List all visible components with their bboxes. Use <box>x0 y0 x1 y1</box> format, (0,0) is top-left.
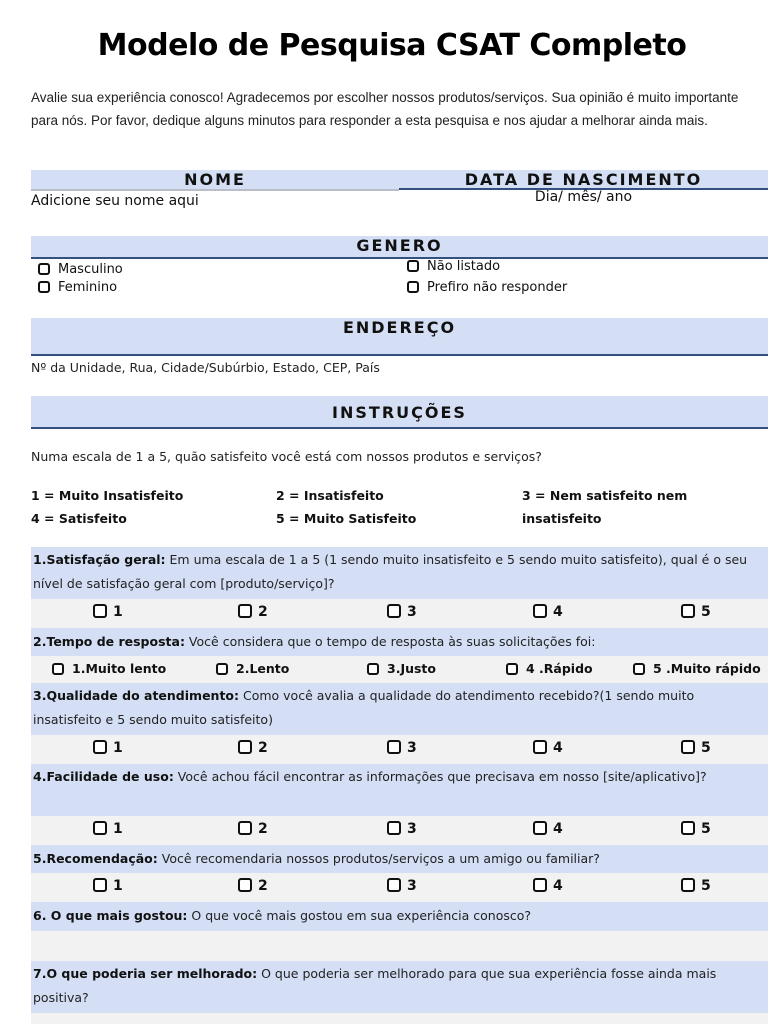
checkbox-icon[interactable] <box>387 604 401 618</box>
checkbox-icon[interactable] <box>238 821 252 835</box>
checkbox-icon[interactable] <box>681 878 695 892</box>
name-divider <box>31 189 399 191</box>
scale-3-continued: insatisfeito <box>522 511 602 526</box>
checkbox-icon[interactable] <box>387 740 401 754</box>
q4-option-1[interactable]: 1 <box>93 821 123 837</box>
checkbox-icon[interactable] <box>506 663 518 675</box>
checkbox-icon[interactable] <box>238 878 252 892</box>
question-6-answer-field[interactable] <box>31 931 768 961</box>
gender-option-masculino[interactable]: Masculino <box>38 262 123 277</box>
checkbox-icon[interactable] <box>407 260 419 272</box>
q2-option-5[interactable]: 5 .Muito rápido <box>633 661 761 676</box>
question-5-text: 5.Recomendação: Você recomendaria nossos produtos/serviços a um amigo ou familiar? <box>33 851 600 866</box>
checkbox-icon[interactable] <box>533 878 547 892</box>
instructions-question: Numa escala de 1 a 5, quão satisfeito você está com nossos produtos e serviços? <box>31 449 542 464</box>
q1-option-2[interactable]: 2 <box>238 604 268 620</box>
gender-option-prefiro-nao-responder[interactable]: Prefiro não responder <box>407 280 567 295</box>
q5-option-5[interactable]: 5 <box>681 878 711 894</box>
q1-option-4[interactable]: 4 <box>533 604 563 620</box>
question-7-answer-field[interactable] <box>31 1013 768 1024</box>
q1-option-1[interactable]: 1 <box>93 604 123 620</box>
question-3-text: 3.Qualidade do atendimento: Como você avalia a qualidade do atendimento recebido?(1 sendo muito insatisfeito e 5 sendo muito satisfeito) <box>33 688 695 727</box>
checkbox-icon[interactable] <box>93 740 107 754</box>
address-input[interactable]: Nº da Unidade, Rua, Cidade/Subúrbio, Estado, CEP, País <box>31 360 380 375</box>
birth-header: DATA DE NASCIMENTO <box>464 170 703 189</box>
gender-option-nao-listado[interactable]: Não listado <box>407 259 500 274</box>
q5-option-3[interactable]: 3 <box>387 878 417 894</box>
name-header: NOME <box>184 170 246 189</box>
question-4-text: 4.Facilidade de uso: Você achou fácil encontrar as informações que precisava em nosso [site/aplicativo]? <box>33 769 707 784</box>
q5-option-2[interactable]: 2 <box>238 878 268 894</box>
checkbox-icon[interactable] <box>387 878 401 892</box>
scale-4: 4 = Satisfeito <box>31 511 127 526</box>
q4-option-2[interactable]: 2 <box>238 821 268 837</box>
gender-option-feminino[interactable]: Feminino <box>38 280 117 295</box>
q3-option-1[interactable]: 1 <box>93 740 123 756</box>
checkbox-icon[interactable] <box>238 740 252 754</box>
q4-option-3[interactable]: 3 <box>387 821 417 837</box>
question-6-text: 6. O que mais gostou: O que você mais gostou em sua experiência conosco? <box>33 908 532 923</box>
q2-option-1[interactable]: 1.Muito lento <box>52 661 166 676</box>
q5-option-1[interactable]: 1 <box>93 878 123 894</box>
q3-option-3[interactable]: 3 <box>387 740 417 756</box>
q2-option-2[interactable]: 2.Lento <box>216 661 289 676</box>
q1-option-3[interactable]: 3 <box>387 604 417 620</box>
scale-1: 1 = Muito Insatisfeito <box>31 488 184 503</box>
address-header: ENDEREÇO <box>342 318 457 337</box>
checkbox-icon[interactable] <box>93 604 107 618</box>
intro-text: Avalie sua experiência conosco! Agradecemos por escolher nossos produtos/serviços. Sua opinião é muito importante para nós. Por favor, dedique alguns minutos para responder a esta pesquisa e nos ajudar a melhorar ainda mais. <box>31 90 739 128</box>
q5-option-4[interactable]: 4 <box>533 878 563 894</box>
checkbox-icon[interactable] <box>367 663 379 675</box>
checkbox-icon[interactable] <box>238 604 252 618</box>
checkbox-icon[interactable] <box>38 263 50 275</box>
checkbox-icon[interactable] <box>407 281 419 293</box>
scale-5: 5 = Muito Satisfeito <box>276 511 417 526</box>
q2-option-3[interactable]: 3.Justo <box>367 661 436 676</box>
checkbox-icon[interactable] <box>93 821 107 835</box>
address-divider <box>31 354 768 356</box>
checkbox-icon[interactable] <box>533 821 547 835</box>
q4-option-5[interactable]: 5 <box>681 821 711 837</box>
checkbox-icon[interactable] <box>681 604 695 618</box>
instructions-divider <box>31 427 768 429</box>
q1-option-5[interactable]: 5 <box>681 604 711 620</box>
checkbox-icon[interactable] <box>93 878 107 892</box>
page-title: Modelo de Pesquisa CSAT Completo <box>97 28 687 63</box>
checkbox-icon[interactable] <box>533 604 547 618</box>
checkbox-icon[interactable] <box>633 663 645 675</box>
instructions-header: INSTRUÇÕES <box>332 403 467 422</box>
question-2-text: 2.Tempo de resposta: Você considera que o tempo de resposta às suas solicitações foi: <box>33 634 596 649</box>
checkbox-icon[interactable] <box>533 740 547 754</box>
q3-option-2[interactable]: 2 <box>238 740 268 756</box>
question-7-text: 7.O que poderia ser melhorado: O que poderia ser melhorado para que sua experiência fosse ainda mais positiva? <box>33 966 717 1005</box>
scale-2: 2 = Insatisfeito <box>276 488 384 503</box>
q3-option-5[interactable]: 5 <box>681 740 711 756</box>
gender-header: GENERO <box>356 236 443 255</box>
gender-divider <box>31 257 768 259</box>
checkbox-icon[interactable] <box>216 663 228 675</box>
question-1-text: 1.Satisfação geral: Em uma escala de 1 a 5 (1 sendo muito insatisfeito e 5 sendo muito satisfeito), qual é o seu nível de satisfação geral com [produto/serviço]? <box>33 552 748 591</box>
q2-option-4[interactable]: 4 .Rápido <box>506 661 593 676</box>
q4-option-4[interactable]: 4 <box>533 821 563 837</box>
birth-date-input[interactable]: Dia/ mês/ ano <box>534 189 633 205</box>
q3-option-4[interactable]: 4 <box>533 740 563 756</box>
checkbox-icon[interactable] <box>681 740 695 754</box>
name-input[interactable]: Adicione seu nome aqui <box>31 193 199 209</box>
checkbox-icon[interactable] <box>38 281 50 293</box>
scale-3: 3 = Nem satisfeito nem <box>522 488 688 503</box>
checkbox-icon[interactable] <box>681 821 695 835</box>
checkbox-icon[interactable] <box>387 821 401 835</box>
checkbox-icon[interactable] <box>52 663 64 675</box>
